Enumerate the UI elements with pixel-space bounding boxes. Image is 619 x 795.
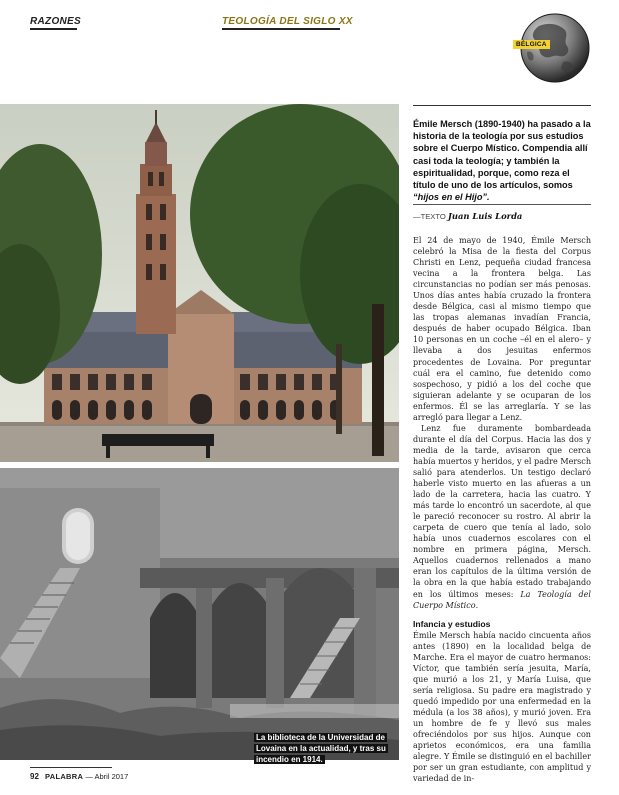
library-photo-present [0, 104, 399, 462]
page-number: 92 [30, 772, 39, 781]
magazine-name: PALABRA [45, 772, 84, 781]
top-rule [413, 105, 591, 106]
series-rule [222, 28, 340, 30]
page-footer [30, 772, 128, 781]
photo-caption: La biblioteca de la Universidad de Lovaina en la actualidad, y tras su incendio en 1914. [256, 733, 386, 764]
series-label: TEOLOGÍA DEL SIGLO XX [222, 16, 353, 27]
section-rule [30, 28, 77, 30]
country-badge: BÉLGICA [513, 40, 550, 49]
book-title: La Teología del Cuerpo Místico [413, 589, 591, 610]
byline-label: —TEXTO [413, 212, 446, 221]
issue-date: — Abril 2017 [85, 772, 129, 781]
article-body [413, 235, 591, 784]
paragraph-1: El 24 de mayo de 1940, Émile Mersch celebró la Misa de la fiesta del Corpus Christi en Lenz, pequeña ciudad francesa vecina a la frontera belga. Las circunstancias no podían ser más penosas. Unos días antes había cruzado la frontera desde Bélgica, casi al mismo tiempo que las tropas alemanas invadían Francia, después de haber ocupado Bélgica. Iban 10 personas en un coche –él en el alero– y llevaba a dos jesuitas enfermos procedentes de Lovaina. Por preguntar cuál era el camino, fue detenido como sospechoso, y pidió a los del coche que siguieran adelante y se ocuparan de los enfermos. Él se las arreglaría. Y se las arregló para llegar a Lenz. [413, 236, 591, 422]
intro-lead [413, 118, 591, 203]
section-label: RAZONES [30, 16, 81, 27]
library-photo-1914-ruins [0, 468, 399, 760]
intro-text: Émile Mersch (1890-1940) ha pasado a la historia de la teología por sus estudios sobre el Cuerpo Místico. Compendia allí casi toda la teología; y también la espiritualidad, porque, como reza el título de uno de los artículos, somos [413, 119, 591, 191]
byline [413, 211, 591, 221]
paragraph-2: Lenz fue duramente bombardeada durante el día del Corpus. Hacia las dos y media de la tarde, avisaron que cerca había muertos y heridos, y el padre Mersch salió para atenderlos. Un testigo declaró haberle visto muerto en las afueras a un lado de la carretera, hacia las cuatro. Y más tarde lo encontró un sacerdote, al que le pareció reconocer su rostro. Al abrir la carpeta de cuero que tenía al lado, solo había unos cuadernos escolares con el nombre en primera página, Mersch. Aquellos cuadernos rellenados a mano eran los capítulos de la última versión de la obra en la que había estado trabajando en los últimos meses: La Teología del Cuerpo Místico. [413, 423, 591, 610]
byline-rule [413, 204, 591, 205]
footer-rule [30, 767, 112, 768]
byline-author: Juan Luis Lorda [447, 211, 523, 221]
intro-quote: “hijos en el Hijo”. [413, 192, 490, 203]
section-heading: Infancia y estudios [413, 618, 491, 629]
paragraph-3: Émile Mersch había nacido cincuenta años antes (1890) en la localidad belga de Marche. Era el mayor de cuatro hermanos: Víctor, que también sería jesuita, María, que murió a los 21, y María Luisa, que sería religiosa. Su padre era magistrado y quedó impedido por una enfermedad en la médula (a los 38 años), y murió joven. Era un hombre de fe y llevó sus males ofreciéndolos por sus hijos. Aunque con aprietos económicos, era una familia alegre. Y Émile se distinguió en el bachiller por ser un gran estudiante, con amplitud y variedad de in- [413, 630, 591, 784]
